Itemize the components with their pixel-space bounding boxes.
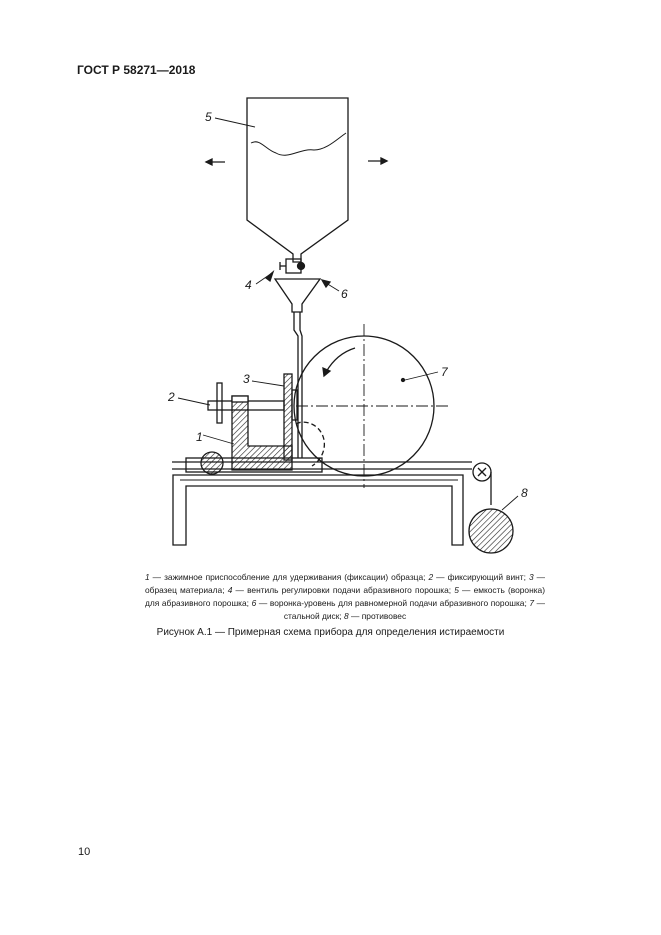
legend-num-6: 6 [251,598,257,608]
figure-legend: 1 — зажимное приспособление для удерживания (фиксации) образца; 2 — фиксирующий винт; 3 — образец материала; 4 — вентиль регулировки подачи абразивного порошка; 5 — емкость (воронка) для абразивного порошка; 6 — воронка-уровень для равномерной подачи абразивного порошка; 7 — стальной диск; 8 — противовес [145,572,546,621]
legend-text-2: фиксирующий винт; [447,572,529,582]
label-3: 3 [243,372,250,386]
legend-text-1: зажимное приспособление для удерживания (фиксации) образца; [164,572,429,582]
hopper [247,98,348,262]
label-6: 6 [341,287,348,301]
page-number: 10 [78,846,91,858]
right-arrow-icon [368,158,387,164]
figure-caption: Рисунок А.1 — Примерная схема прибора для определения истираемости [156,627,505,638]
counterweight [469,509,513,553]
label-7: 7 [441,365,448,379]
label-5: 5 [205,110,212,124]
legend-text-3: образец материала; [145,585,228,595]
legend-num-1: 1 [145,572,150,582]
label-4: 4 [245,278,252,292]
rotation-arrow [326,348,355,372]
label-8: 8 [521,486,528,500]
legend-num-5: 5 [454,585,459,595]
left-arrow-icon [206,159,225,165]
legend-text-6: воронка-уровень для равномерной подачи абразивного порошка; [269,598,530,608]
label-1: 1 [196,430,203,444]
valve [280,259,305,273]
legend-num-4: 4 [227,585,233,595]
legend-text-4: вентиль регулировки подачи абразивного порошка; [247,585,455,595]
legend-text-8: противовес [361,611,407,621]
level-funnel [275,279,320,312]
legend-text-7: стальной диск; [283,611,345,621]
legend-num-7: 7 [529,598,535,608]
powder-surface [251,133,346,155]
table-base [173,475,463,545]
label-2: 2 [168,390,175,404]
clamp [232,396,292,470]
legend-num-2: 2 [428,572,434,582]
legend-num-8: 8 [344,611,349,621]
document-header: ГОСТ Р 58271—2018 [77,63,196,77]
legend-num-3: 3 [528,572,534,582]
legend-text-5: емкость (воронка) для абразивного порошка; [145,585,546,608]
